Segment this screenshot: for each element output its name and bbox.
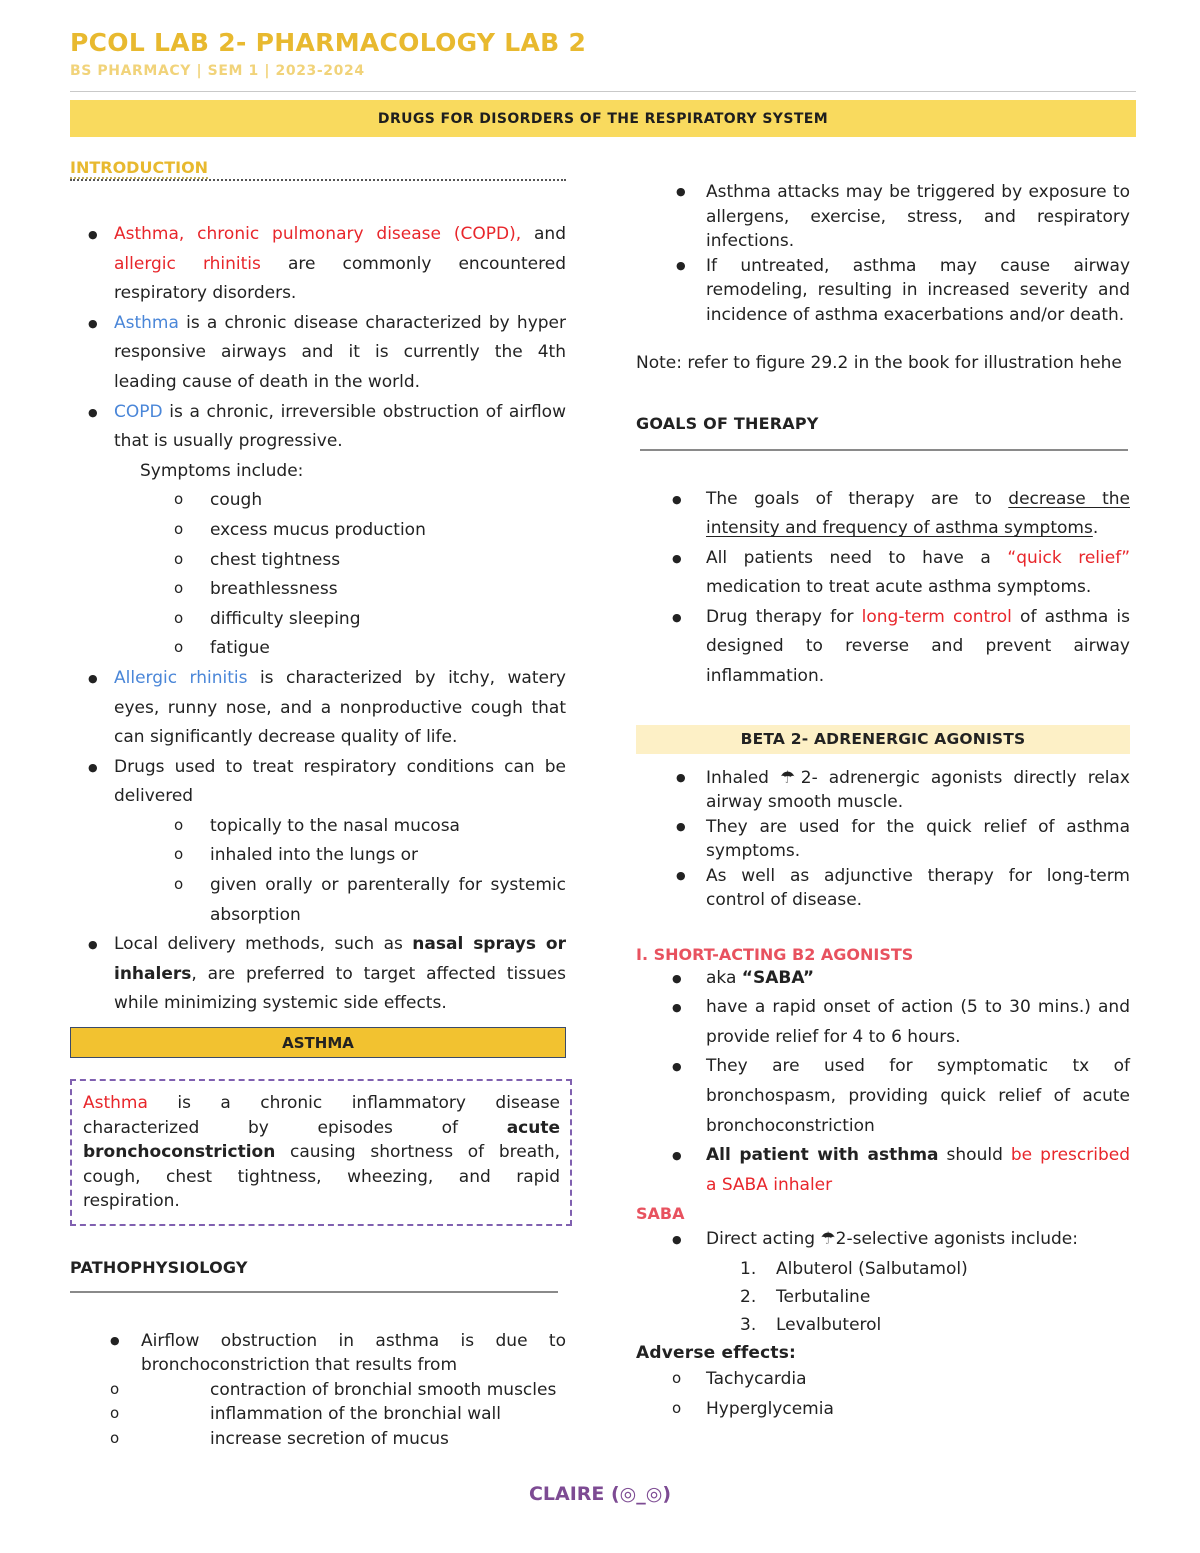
highlight-text: COPD — [114, 401, 163, 422]
right-column — [636, 180, 1130, 1424]
introduction-list-continued — [70, 664, 566, 812]
text: should — [938, 1145, 1011, 1166]
list-item — [636, 1255, 1130, 1283]
list-item: ● If untreated, asthma may cause airway remodeling, resulting in increased severity and incidence of asthma exacerbations and/or death. — [636, 254, 1130, 328]
highlight-text: Asthma — [83, 1093, 148, 1114]
text: is a chronic disease characterized by hyper responsive airways and it is currently the 4th leading cause of death in the world. — [114, 312, 566, 392]
saba-heading: I. SHORT-ACTING B2 AGONISTS — [636, 944, 914, 964]
introduction-list-end — [70, 930, 566, 1019]
beta-agonists-list — [636, 766, 1130, 913]
saba-drugs-intro — [636, 1225, 1130, 1255]
text: Drug therapy for — [706, 606, 862, 627]
highlight-text: allergic rhinitis — [114, 253, 261, 274]
document-subtitle: BS PHARMACY | SEM 1 | 2023-2024 — [70, 63, 365, 79]
list-item: o inhaled into the lungs or — [70, 841, 566, 871]
highlight-text: “quick relief” — [1007, 547, 1130, 568]
bold-text: “SABA” — [741, 967, 815, 988]
text: are commonly encountered respiratory disorders. — [114, 253, 566, 304]
text: medication to treat acute asthma symptoms. — [706, 577, 1092, 598]
list-item — [636, 1141, 1130, 1200]
list-item: ● Inhaled ☂2- adrenergic agonists directly relax airway smooth muscle. — [636, 766, 1130, 815]
list-number: 2. — [740, 1287, 757, 1307]
text: The goals of therapy are to — [706, 488, 1009, 509]
list-item: ● Airflow obstruction in asthma is due to bronchoconstriction that results from — [70, 1329, 566, 1378]
note-text: Note: refer to figure 29.2 in the book for illustration hehe — [636, 353, 1122, 373]
document-title: PCOL LAB 2- PHARMACOLOGY LAB 2 — [70, 28, 587, 57]
highlight-text: Allergic rhinitis — [114, 667, 248, 688]
highlight-text: be prescribed a SABA inhaler — [706, 1145, 1130, 1195]
list-number: 3. — [740, 1315, 757, 1335]
list-item: o cough — [70, 486, 566, 516]
text: . — [1092, 518, 1099, 539]
topic-banner: DRUGS FOR DISORDERS OF THE RESPIRATORY SYSTEM — [70, 100, 1136, 137]
beta-agonists-heading: BETA 2- ADRENERGIC AGONISTS — [636, 725, 1130, 754]
bold-text: acute bronchoconstriction — [83, 1117, 560, 1163]
pathophysiology-list-continued — [636, 180, 1130, 327]
list-item: o difficulty sleeping — [70, 605, 566, 635]
list-item: o Hyperglycemia — [636, 1395, 1130, 1425]
list-item: ● Direct acting ☂2-selective agonists include: — [636, 1225, 1130, 1255]
text: is a chronic inflammatory disease characterized by episodes of — [83, 1093, 560, 1138]
bold-text: nasal sprays or inhalers — [114, 934, 566, 984]
text: causing shortness of breath, cough, chest tightness, wheezing, and rapid respiration. — [83, 1142, 560, 1212]
list-item: o chest tightness — [70, 546, 566, 576]
list-item: o increase secretion of mucus — [70, 1427, 566, 1452]
text: and — [521, 224, 566, 244]
goals-divider — [640, 449, 1128, 451]
list-item: o excess mucus production — [70, 516, 566, 546]
pathophysiology-divider — [70, 1291, 558, 1293]
drug-name: Albuterol (Salbutamol) — [776, 1259, 968, 1279]
symptoms-label: Symptoms include: — [140, 460, 304, 481]
text: is characterized by itchy, watery eyes, runny nose, and a nonproductive cough that can significantly decrease quality of life. — [114, 667, 566, 748]
adverse-effects-list — [636, 1365, 1130, 1424]
list-item — [70, 664, 566, 753]
introduction-divider — [70, 179, 566, 181]
symptoms-list — [70, 486, 566, 664]
list-number: 1. — [740, 1259, 757, 1279]
introduction-heading: INTRODUCTION — [70, 158, 209, 177]
saba-subheading: SABA — [636, 1204, 685, 1224]
left-column — [70, 158, 566, 1451]
list-item: o breathlessness — [70, 575, 566, 605]
saba-drug-list — [636, 1255, 1130, 1339]
pathophysiology-heading: PATHOPHYSIOLOGY — [70, 1257, 248, 1277]
highlight-text: Asthma, chronic pulmonary disease (COPD), — [114, 224, 522, 244]
drug-name: Levalbuterol — [776, 1315, 882, 1335]
list-item: o fatigue — [70, 634, 566, 664]
list-item: ● As well as adjunctive therapy for long-term control of disease. — [636, 864, 1130, 913]
list-item: ● Drugs used to treat respiratory conditions can be delivered — [70, 753, 566, 812]
adverse-effects-heading: Adverse effects: — [636, 1343, 797, 1363]
list-item — [636, 964, 1130, 994]
list-item: o given orally or parenterally for systemic absorption — [70, 871, 566, 930]
saba-list — [636, 964, 1130, 1201]
list-item: o Tachycardia — [636, 1365, 1130, 1395]
list-item — [636, 1283, 1130, 1311]
list-item — [636, 1311, 1130, 1339]
delivery-list — [70, 812, 566, 930]
highlight-text: long-term control — [861, 606, 1012, 627]
pathophysiology-sublist — [70, 1378, 566, 1452]
pathophysiology-list — [70, 1329, 566, 1378]
list-item — [70, 220, 566, 309]
list-item — [636, 485, 1130, 544]
text: of asthma is designed to reverse and prevent airway inflammation. — [706, 606, 1131, 687]
goals-heading: GOALS OF THERAPY — [636, 413, 819, 433]
header-divider — [70, 91, 1136, 92]
list-item: o contraction of bronchial smooth muscles — [70, 1378, 566, 1403]
list-item — [70, 398, 566, 457]
list-item: ● Asthma attacks may be triggered by exposure to allergens, exercise, stress, and respiratory infections. — [636, 180, 1130, 254]
introduction-list — [70, 220, 566, 457]
list-item: o topically to the nasal mucosa — [70, 812, 566, 842]
list-item — [70, 309, 566, 398]
list-item — [636, 544, 1130, 603]
underlined-text: decrease the intensity and frequency of asthma symptoms — [706, 488, 1130, 539]
text: All patients need to have a — [706, 547, 1008, 568]
list-item: ● have a rapid onset of action (5 to 30 mins.) and provide relief for 4 to 6 hours. — [636, 993, 1130, 1052]
goals-list — [636, 485, 1130, 692]
author-footer: CLAIRE (◎_◎) — [528, 1483, 672, 1505]
list-item: o inflammation of the bronchial wall — [70, 1402, 566, 1427]
highlight-text: Asthma — [114, 312, 179, 333]
asthma-definition-box — [70, 1079, 572, 1226]
text: aka — [706, 967, 742, 988]
asthma-heading: ASTHMA — [70, 1027, 566, 1058]
drug-name: Terbutaline — [776, 1287, 871, 1307]
bold-text: All patient with asthma — [706, 1145, 939, 1166]
list-item: ● They are used for symptomatic tx of bronchospasm, providing quick relief of acute bronchoconstriction — [636, 1052, 1130, 1141]
list-item — [70, 930, 566, 1019]
list-item — [636, 603, 1130, 692]
list-item: ● They are used for the quick relief of asthma symptoms. — [636, 815, 1130, 864]
text: , are preferred to target affected tissues while minimizing systemic side effects. — [114, 963, 566, 1014]
text: is a chronic, irreversible obstruction of airflow that is usually progressive. — [114, 401, 566, 452]
text: Local delivery methods, such as — [114, 934, 413, 955]
